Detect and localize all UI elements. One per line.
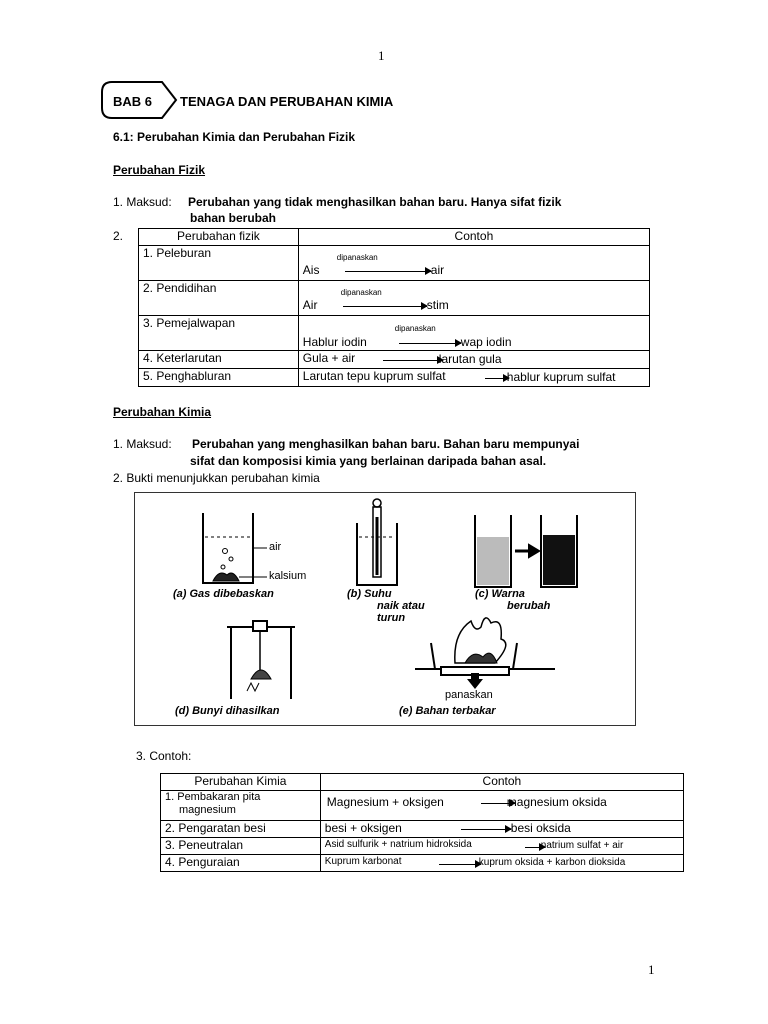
kimia-table-header-1: Perubahan Kimia (161, 774, 321, 791)
reaction-arrow-icon (439, 864, 481, 865)
chapter-tag: BAB 6 (113, 94, 153, 109)
arrow-condition: dipanaskan (340, 288, 382, 297)
fizik-row-example (298, 369, 649, 387)
caption-c-line2: berubah (507, 600, 551, 612)
reactant: Gula + air (302, 351, 356, 365)
product: wap iodin (460, 335, 512, 349)
kimia-row-name: 3. Peneutralan (161, 838, 321, 855)
product: kuprum oksida + karbon dioksida (478, 857, 626, 868)
caption-a: (a) Gas dibebaskan (173, 588, 274, 600)
fizik-item2-number: 2. (113, 229, 124, 243)
kimia-row-name: 2. Pengaratan besi (161, 821, 321, 838)
kimia-row-example (320, 821, 683, 838)
fizik-row-example (298, 351, 649, 369)
reactant: Magnesium + oksigen (326, 795, 444, 809)
reactant: Larutan tepu kuprum sulfat (302, 369, 446, 383)
reaction-arrow-icon (485, 378, 509, 379)
section-heading: 6.1: Perubahan Kimia dan Perubahan Fizik (113, 130, 356, 144)
kimia-row-example (320, 855, 683, 872)
kimia-row-name (161, 791, 321, 821)
kimia-row-example (320, 838, 683, 855)
reactant: Kuprum karbonat (324, 856, 402, 867)
fizik-table-header-2: Contoh (298, 229, 649, 246)
kimia-row-name: 4. Penguraian (161, 855, 321, 872)
kimia-heading: Perubahan Kimia (113, 405, 212, 419)
kimia-maksud-line2: sifat dan komposisi kimia yang berlainan daripada bahan asal. (190, 454, 547, 468)
reactant: Air (302, 298, 318, 312)
fizik-maksud-prefix: 1. Maksud: (113, 195, 172, 209)
fizik-row-example (298, 246, 649, 281)
product: natrium sulfat + air (540, 840, 624, 851)
kimia-maksud-line1: Perubahan yang menghasilkan bahan baru. Bahan baru mempunyai (192, 437, 580, 451)
chapter-title: TENAGA DAN PERUBAHAN KIMIA (180, 94, 394, 109)
colour-change-icon (475, 515, 577, 587)
reactant: Asid sulfurik + natrium hidroksida (324, 839, 472, 850)
arrow-condition: dipanaskan (336, 253, 378, 262)
fizik-heading: Perubahan Fizik (113, 163, 206, 177)
page-number-bottom: 1 (648, 962, 655, 977)
caption-e: (e) Bahan terbakar (399, 705, 496, 717)
product: air (430, 263, 445, 277)
fizik-table-header-1: Perubahan fizik (139, 229, 299, 246)
kimia-table-header-2: Contoh (320, 774, 683, 791)
label-panaskan: panaskan (445, 689, 493, 701)
fizik-maksud-line2: bahan berubah (190, 211, 277, 225)
burning-substance-icon (415, 618, 555, 689)
label-air: air (269, 541, 282, 553)
product: larutan gula (438, 352, 502, 366)
kimia-item3: 3. Contoh: (136, 749, 192, 763)
kimia-maksud-prefix: 1. Maksud: (113, 437, 172, 451)
reaction-arrow-icon (399, 343, 461, 344)
product: hablur kuprum sulfat (506, 370, 616, 384)
fizik-row-name: 5. Penghabluran (139, 369, 299, 387)
product: stim (426, 298, 449, 312)
reaction-arrow-icon (461, 829, 511, 830)
reactant: Ais (302, 263, 320, 277)
fizik-row-name: 1. Peleburan (139, 246, 299, 281)
kimia-row-name-line2: magnesium (179, 804, 236, 816)
fizik-table (138, 228, 650, 387)
thermometer-beaker-icon (357, 499, 397, 585)
product: besi oksida (510, 821, 571, 835)
reaction-arrow-icon (343, 306, 427, 307)
fizik-row-name: 2. Pendidihan (139, 281, 299, 316)
caption-b-line1: (b) Suhu (347, 588, 392, 600)
arrow-condition: dipanaskan (394, 324, 436, 333)
product: magnesium oksida (506, 795, 607, 809)
label-kalsium: kalsium (269, 570, 307, 582)
reactant: besi + oksigen (324, 821, 402, 835)
caption-c-line1: (c) Warna (475, 588, 525, 600)
fizik-row-name: 3. Pemejalwapan (139, 316, 299, 351)
reaction-arrow-icon (383, 360, 443, 361)
caption-b-line3: turun (377, 612, 406, 624)
kimia-table (160, 773, 684, 872)
caption-b-line2: naik atau (377, 600, 425, 612)
kimia-row-example (320, 791, 683, 821)
reactant: Hablur iodin (302, 335, 367, 349)
kimia-row-name-line1: 1. Pembakaran pita (165, 791, 261, 803)
reaction-arrow-icon (345, 271, 431, 272)
beaker-calcium-icon (203, 513, 267, 583)
fizik-row-example (298, 281, 649, 316)
fizik-row-example (298, 316, 649, 351)
kimia-item2: 2. Bukti menunjukkan perubahan kimia (113, 471, 320, 485)
page-number-top: 1 (378, 48, 385, 63)
caption-d: (d) Bunyi dihasilkan (175, 705, 280, 717)
sound-apparatus-icon (227, 621, 295, 699)
fizik-maksud-line1: Perubahan yang tidak menghasilkan bahan baru. Hanya sifat fizik (188, 195, 562, 209)
chemical-change-figure (134, 492, 636, 726)
fizik-row-name: 4. Keterlarutan (139, 351, 299, 369)
